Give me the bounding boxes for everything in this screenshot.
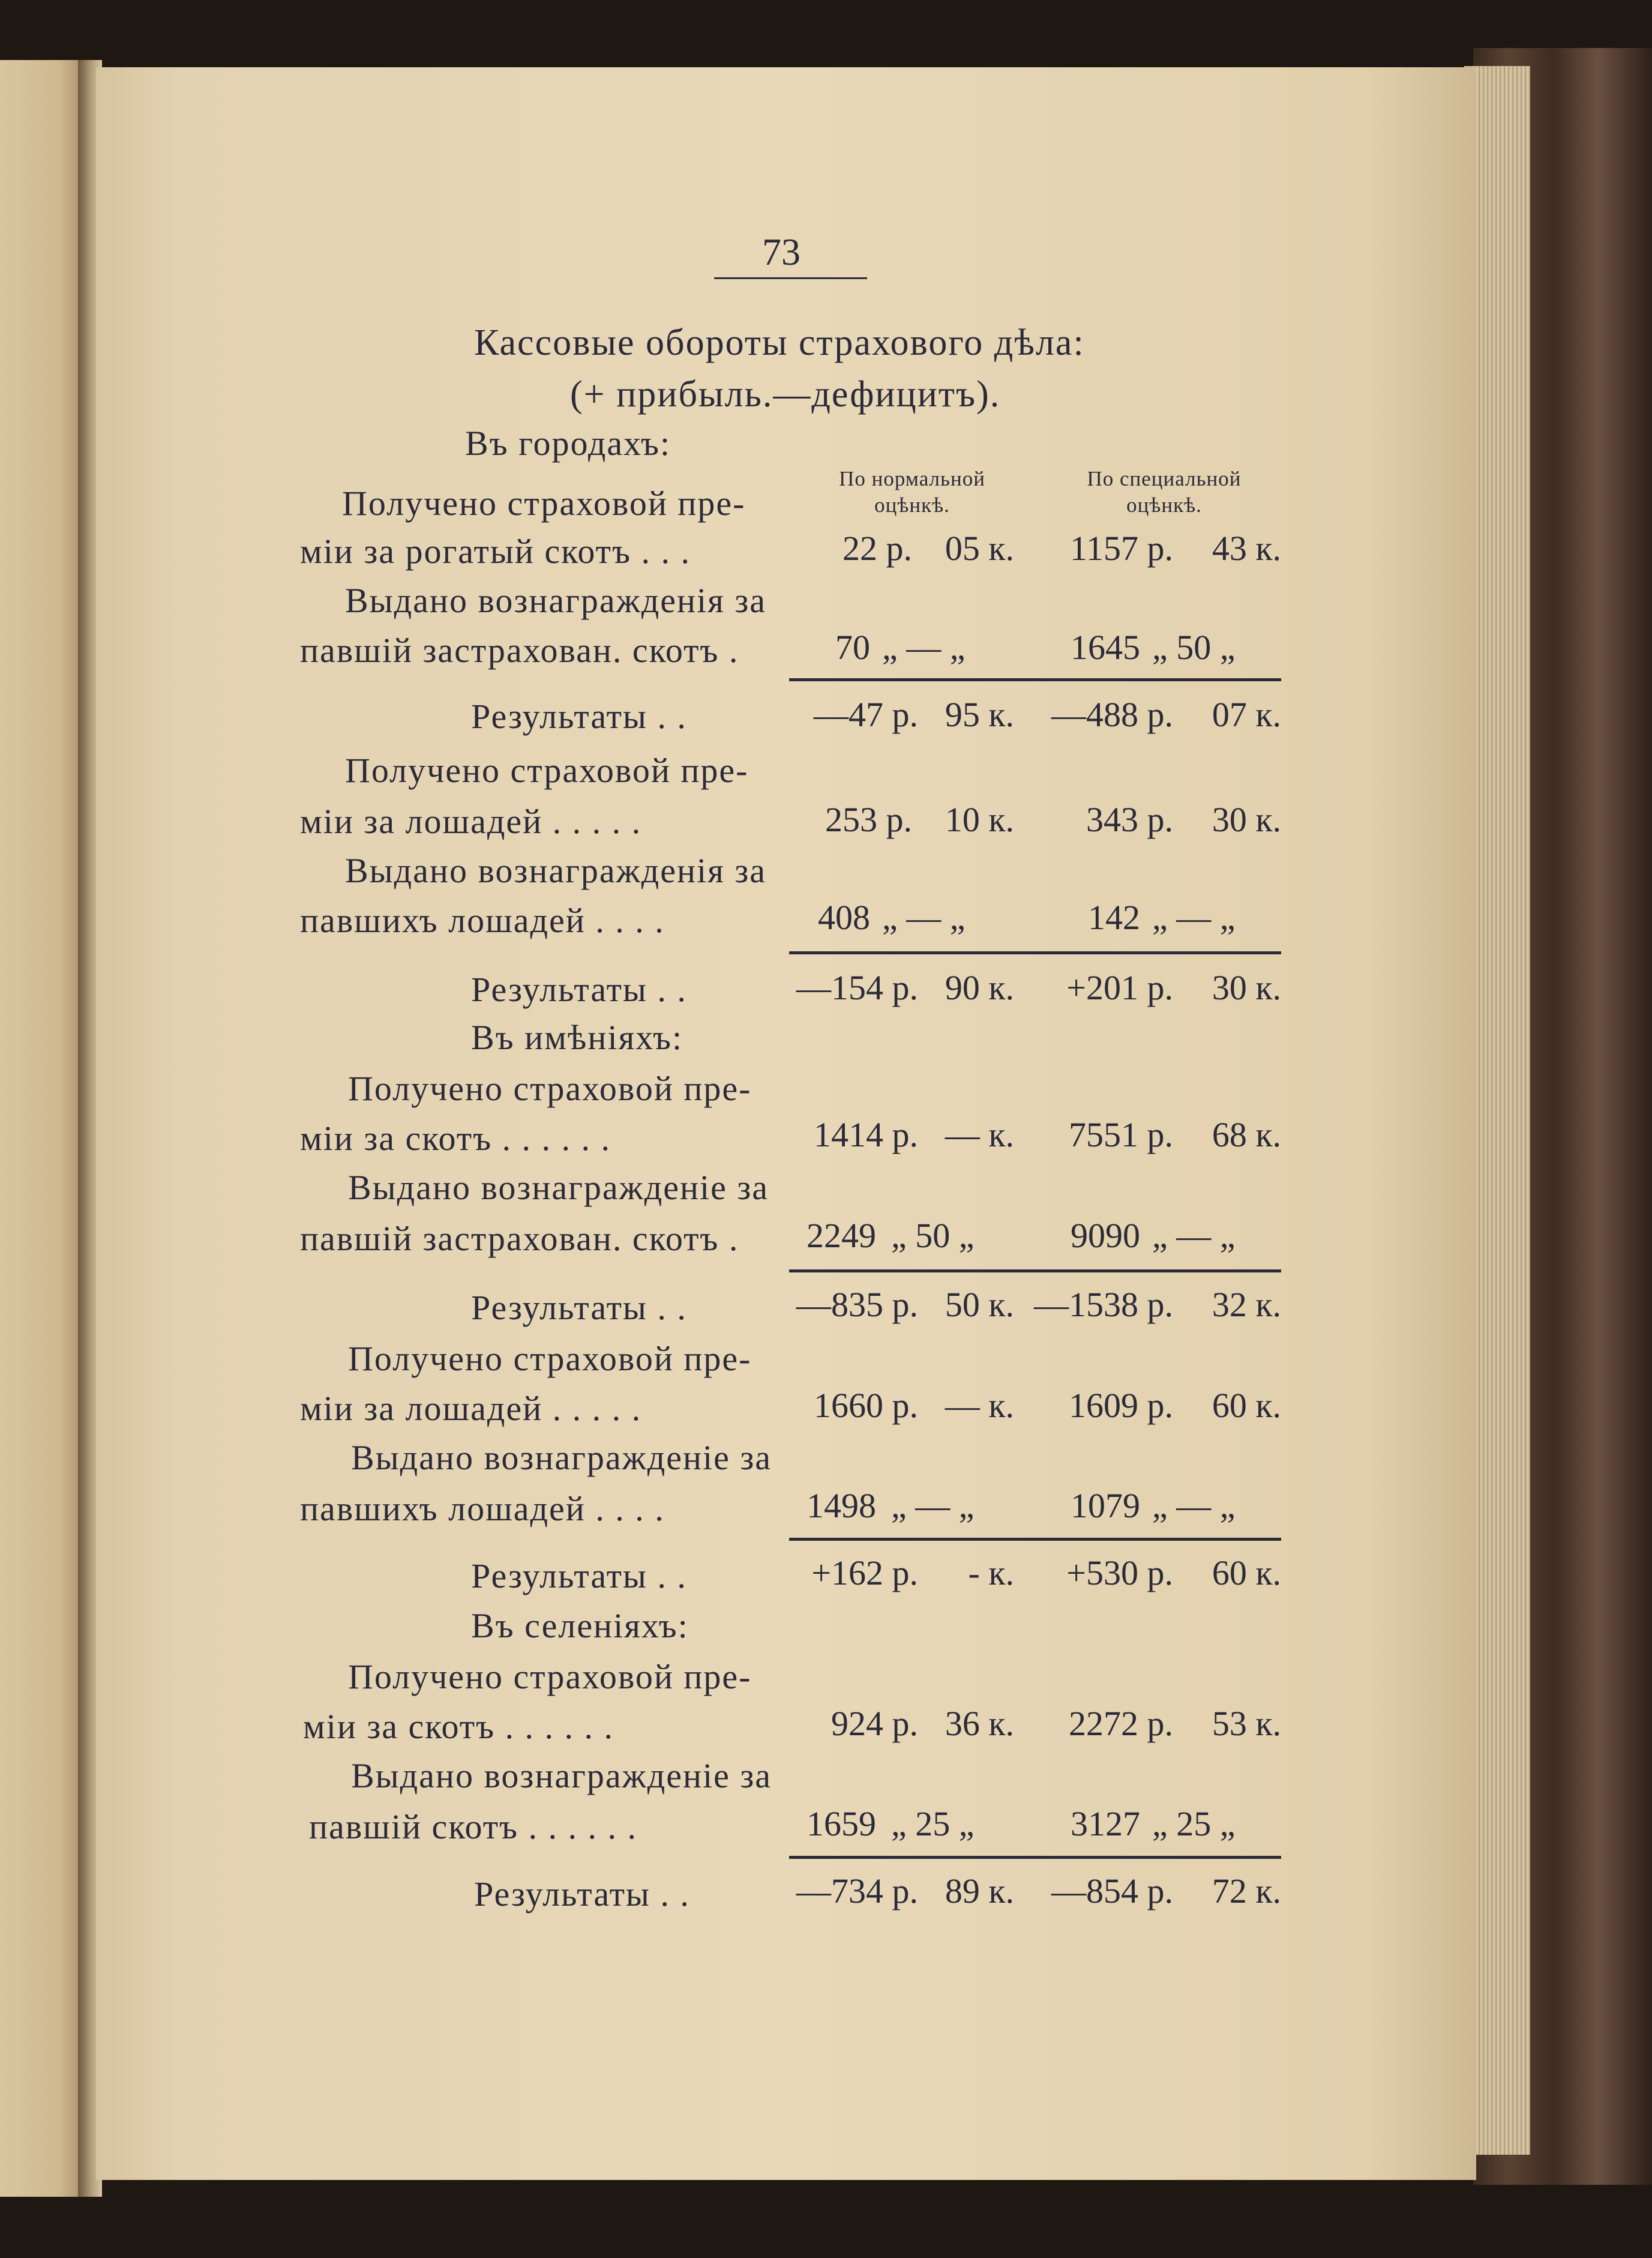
section-heading-estates: Въ имѣнiяхъ: [471,1018,683,1057]
value-normal-kop: 36 к. [945,1704,1014,1743]
row-label: Получено страховой пре- [348,1339,752,1378]
result-special-rub: +201 р. [1066,968,1173,1007]
row-label: Получено страховой пре- [345,751,749,790]
result-normal-kop: - к. [968,1553,1014,1592]
value-special-kop: 68 к. [1212,1115,1281,1154]
result-normal-kop: 89 к. [945,1871,1014,1910]
value-normal-rub: 408 [818,898,870,937]
result-label: Результаты . . [471,1556,687,1595]
value-special-kop: „ 25 „ [1152,1804,1236,1843]
row-label: Выдано вознагражденiя за [345,851,766,890]
row-label: Выдано вознагражденiе за [351,1438,772,1477]
row-label: Выдано вознагражденiе за [351,1756,772,1795]
result-normal-rub: +162 р. [811,1553,918,1592]
sum-rule [789,951,1281,954]
value-normal-kop: „ — „ [891,1486,975,1525]
value-special-rub: 3127 [1071,1804,1140,1843]
value-normal-kop: 05 к. [945,529,1014,568]
row-label: Выдано вознагражденiе за [348,1168,769,1207]
value-special-rub: 142 [1088,898,1140,937]
value-special-kop: „ — „ [1152,1486,1236,1525]
value-normal-rub: 70 [835,628,870,667]
value-special-kop: 60 к. [1212,1386,1281,1425]
value-normal-kop: — к. [945,1115,1014,1154]
value-normal-rub: 1414 р. [814,1115,918,1154]
row-label: Выдано вознагражденiя за [345,581,766,620]
value-special-rub: 9090 [1071,1216,1140,1255]
result-special-kop: 72 к. [1212,1871,1281,1910]
value-special-kop: „ — „ [1152,1216,1236,1255]
result-label: Результаты . . [471,1288,687,1327]
page-number-rule [714,277,867,279]
value-special-rub: 343 р. [1086,800,1173,839]
value-special-rub: 1079 [1071,1486,1140,1525]
column-header-normal-line2: оцѣнкѣ. [874,493,950,517]
column-header-special [1056,466,1272,519]
value-normal-kop: 10 к. [945,800,1014,839]
row-label: мiи за рогатый скотъ . . . [300,532,691,571]
result-special-kop: 32 к. [1212,1285,1281,1324]
result-normal-kop: 95 к. [945,695,1014,734]
result-special-kop: 60 к. [1212,1553,1281,1592]
value-normal-rub: 2249 [806,1216,876,1255]
value-normal-kop: „ 25 „ [891,1804,975,1843]
result-special-kop: 07 к. [1212,695,1281,734]
result-special-kop: 30 к. [1212,968,1281,1007]
value-special-kop: 30 к. [1212,800,1281,839]
column-header-special-line1: По специальной [1087,467,1242,490]
value-special-rub: 1157 р. [1070,529,1173,568]
column-header-special-line2: оцѣнкѣ. [1126,493,1202,517]
value-normal-rub: 1498 [806,1486,876,1525]
result-label: Результаты . . [471,697,687,736]
value-normal-kop: „ — „ [882,628,966,667]
value-special-rub: 2272 р. [1069,1704,1173,1743]
value-special-kop: „ 50 „ [1152,628,1236,667]
value-special-rub: 1645 [1071,628,1140,667]
value-special-kop: 53 к. [1212,1704,1281,1743]
value-normal-kop: „ 50 „ [891,1216,975,1255]
result-normal-kop: 90 к. [945,968,1014,1007]
result-normal-rub: —154 р. [796,968,918,1007]
result-special-rub: —854 р. [1051,1871,1173,1910]
result-normal-rub: —47 р. [814,695,918,734]
result-label: Результаты . . [471,970,687,1009]
row-label: Получено страховой пре- [348,1069,752,1108]
column-header-normal-line1: По нормальной [839,467,985,490]
section-heading-cities: Въ городахъ: [465,424,671,463]
column-header-normal [804,466,1020,519]
row-label: павшихъ лошадей . . . . [300,1489,665,1528]
row-label: мiи за скотъ . . . . . . [300,1119,611,1158]
row-label: павшiй застрахован. скотъ . [300,1219,739,1258]
value-normal-kop: — к. [945,1386,1014,1425]
sum-rule [789,1269,1281,1272]
row-label: мiи за лошадей . . . . . [300,802,642,841]
page-number: 73 [762,230,800,273]
row-label: мiи за скотъ . . . . . . [303,1707,614,1746]
result-special-rub: —488 р. [1051,695,1173,734]
row-label: Получено страховой пре- [348,1657,752,1696]
sum-rule [789,1538,1281,1541]
value-special-rub: 1609 р. [1069,1386,1173,1425]
result-normal-rub: —835 р. [796,1285,918,1324]
value-normal-rub: 22 р. [843,529,912,568]
value-special-kop: 43 к. [1212,529,1281,568]
value-normal-rub: 253 р. [825,800,912,839]
section-heading-villages: Въ селенiяхъ: [471,1606,689,1645]
value-normal-rub: 1659 [806,1804,876,1843]
result-special-rub: —1538 р. [1034,1285,1173,1324]
result-normal-kop: 50 к. [945,1285,1014,1324]
result-normal-rub: —734 р. [796,1871,918,1910]
page-title: Кассовые обороты страхового дѣла: [474,322,1085,363]
row-label: павшихъ лошадей . . . . [300,901,665,940]
row-label: Получено страховой пре- [342,484,746,523]
value-special-rub: 7551 р. [1069,1115,1173,1154]
page-subtitle: (+ прибыль.—дефицитъ). [570,374,1001,415]
value-normal-rub: 924 р. [831,1704,918,1743]
row-label: павшiй застрахован. скотъ . [300,631,739,670]
result-special-rub: +530 р. [1066,1553,1173,1592]
value-normal-rub: 1660 р. [814,1386,918,1425]
value-special-kop: „ — „ [1152,898,1236,937]
value-normal-kop: „ — „ [882,898,966,937]
row-label: мiи за лошадей . . . . . [300,1389,642,1428]
row-label: павшiй скотъ . . . . . . [309,1807,638,1846]
result-label: Результаты . . [474,1874,690,1913]
sum-rule [789,678,1281,681]
sum-rule [789,1856,1281,1859]
